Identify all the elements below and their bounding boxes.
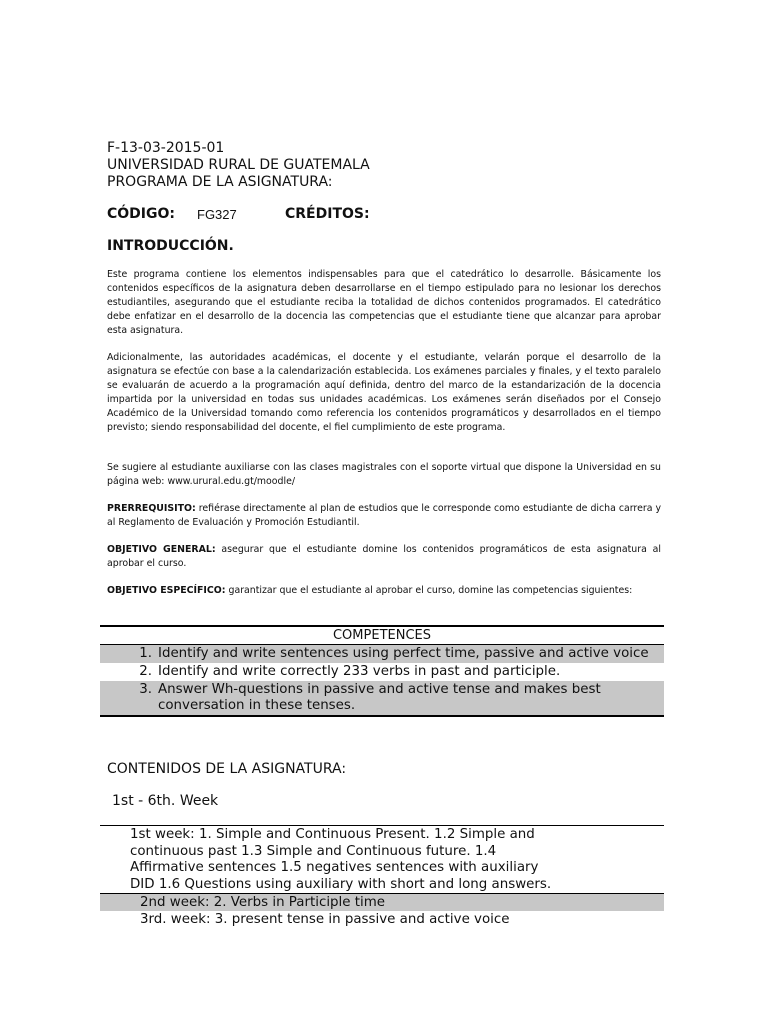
week-1-line: continuous past 1.3 Simple and Continuous future. 1.4	[130, 843, 497, 859]
prerrequisito-text: refiérase directamente al plan de estudios que le corresponde como estudiante de dicha carrera y al Reglamento de Evaluación y Promoción Estudiantil.	[107, 503, 661, 528]
week-1-line: 1st week: 1. Simple and Continuous Present. 1.2 Simple and	[130, 827, 535, 842]
competences-header: COMPETENCES	[100, 625, 664, 645]
competences-table	[100, 625, 664, 717]
objetivo-general-paragraph	[107, 543, 661, 571]
objetivo-general-label: OBJETIVO GENERAL:	[107, 544, 216, 555]
weeks-table	[100, 825, 664, 928]
intro-paragraph-3: Se sugiere al estudiante auxiliarse con las clases magistrales con el soporte virtual que dispone la Universidad en su página web: www.urural.edu.gt/moodle/	[107, 462, 661, 487]
objetivo-especifico-text: garantizar que el estudiante al aprobar el curso, domine las competencias siguientes:	[225, 585, 633, 596]
codigo-value: FG327	[197, 207, 237, 222]
prerrequisito-paragraph	[107, 502, 661, 530]
competence-text-3: Answer Wh-questions in passive and active tense and makes best conversation in these tenses.	[158, 682, 601, 713]
competence-item-2	[100, 663, 664, 681]
creditos-label: CRÉDITOS:	[285, 206, 370, 222]
competence-num-2: 2.	[139, 664, 152, 679]
week-3-row: 3rd. week: 3. present tense in passive and active voice	[140, 912, 510, 927]
codigo-label: CÓDIGO:	[107, 206, 175, 222]
objetivo-especifico-label: OBJETIVO ESPECÍFICO:	[107, 585, 226, 596]
intro-paragraph-2: Adicionalmente, las autoridades académicas, el docente y el estudiante, velarán porque el desarrollo de la asignatura se efectúe con base a la calendarización establecida. Los exámenes parciales y finales, y el texto paralelo se evaluarán de acuerdo a la programación aquí definida, dentro del marco de la estandarización de la docencia impartida por la universidad en todas sus unidades académicas. Los exámenes serán diseñados por el Consejo Académico de la Universidad tomando como referencia los contenidos programáticos y desarrollados en el tiempo previsto; siendo responsabilidad del docente, el fiel cumplimiento de este programa.	[107, 352, 661, 433]
competence-item-3	[100, 681, 664, 717]
contenidos-title: CONTENIDOS DE LA ASIGNATURA:	[107, 761, 347, 777]
prerrequisito-label: PRERREQUISITO:	[107, 503, 196, 514]
week-1-line: DID 1.6 Questions using auxiliary with short and long answers.	[130, 876, 552, 892]
objetivo-general-text: asegurar que el estudiante domine los contenidos programáticos de esta asignatura al aprobar el curso.	[107, 544, 661, 569]
week-2-row: 2nd week: 2. Verbs in Participle time	[100, 893, 664, 911]
objetivo-especifico-paragraph	[107, 584, 661, 598]
week-1-line: Affirmative sentences 1.5 negatives sentences with auxiliary	[130, 860, 539, 875]
competence-text-1: Identify and write sentences using perfect time, passive and active voice	[158, 646, 649, 661]
competence-item-1	[100, 645, 664, 663]
program-title: PROGRAMA DE LA ASIGNATURA:	[107, 174, 333, 190]
competence-num-1: 1.	[139, 646, 152, 661]
introduccion-title: INTRODUCCIÓN.	[107, 238, 234, 254]
week-1-block	[100, 826, 664, 893]
intro-paragraph-1: Este programa contiene los elementos indispensables para que el catedrático lo desarrolle. Básicamente los contenidos específicos de la asignatura deben desarrollarse en el tiempo estipulado para no lesionar los derechos estudiantiles, asegurando que el estudiante reciba la totalidad de dichos contenidos programados. El catedrático debe enfatizar en el desarrollo de la docencia las competencias que el estudiante tiene que alcanzar para aprobar esta asignatura.	[107, 269, 661, 336]
doc-code: F-13-03-2015-01	[107, 140, 225, 156]
week-period: 1st - 6th. Week	[112, 793, 219, 809]
university-name: UNIVERSIDAD RURAL DE GUATEMALA	[107, 157, 370, 173]
competence-text-2: Identify and write correctly 233 verbs in past and participle.	[158, 664, 561, 679]
competence-num-3: 3.	[139, 682, 152, 697]
